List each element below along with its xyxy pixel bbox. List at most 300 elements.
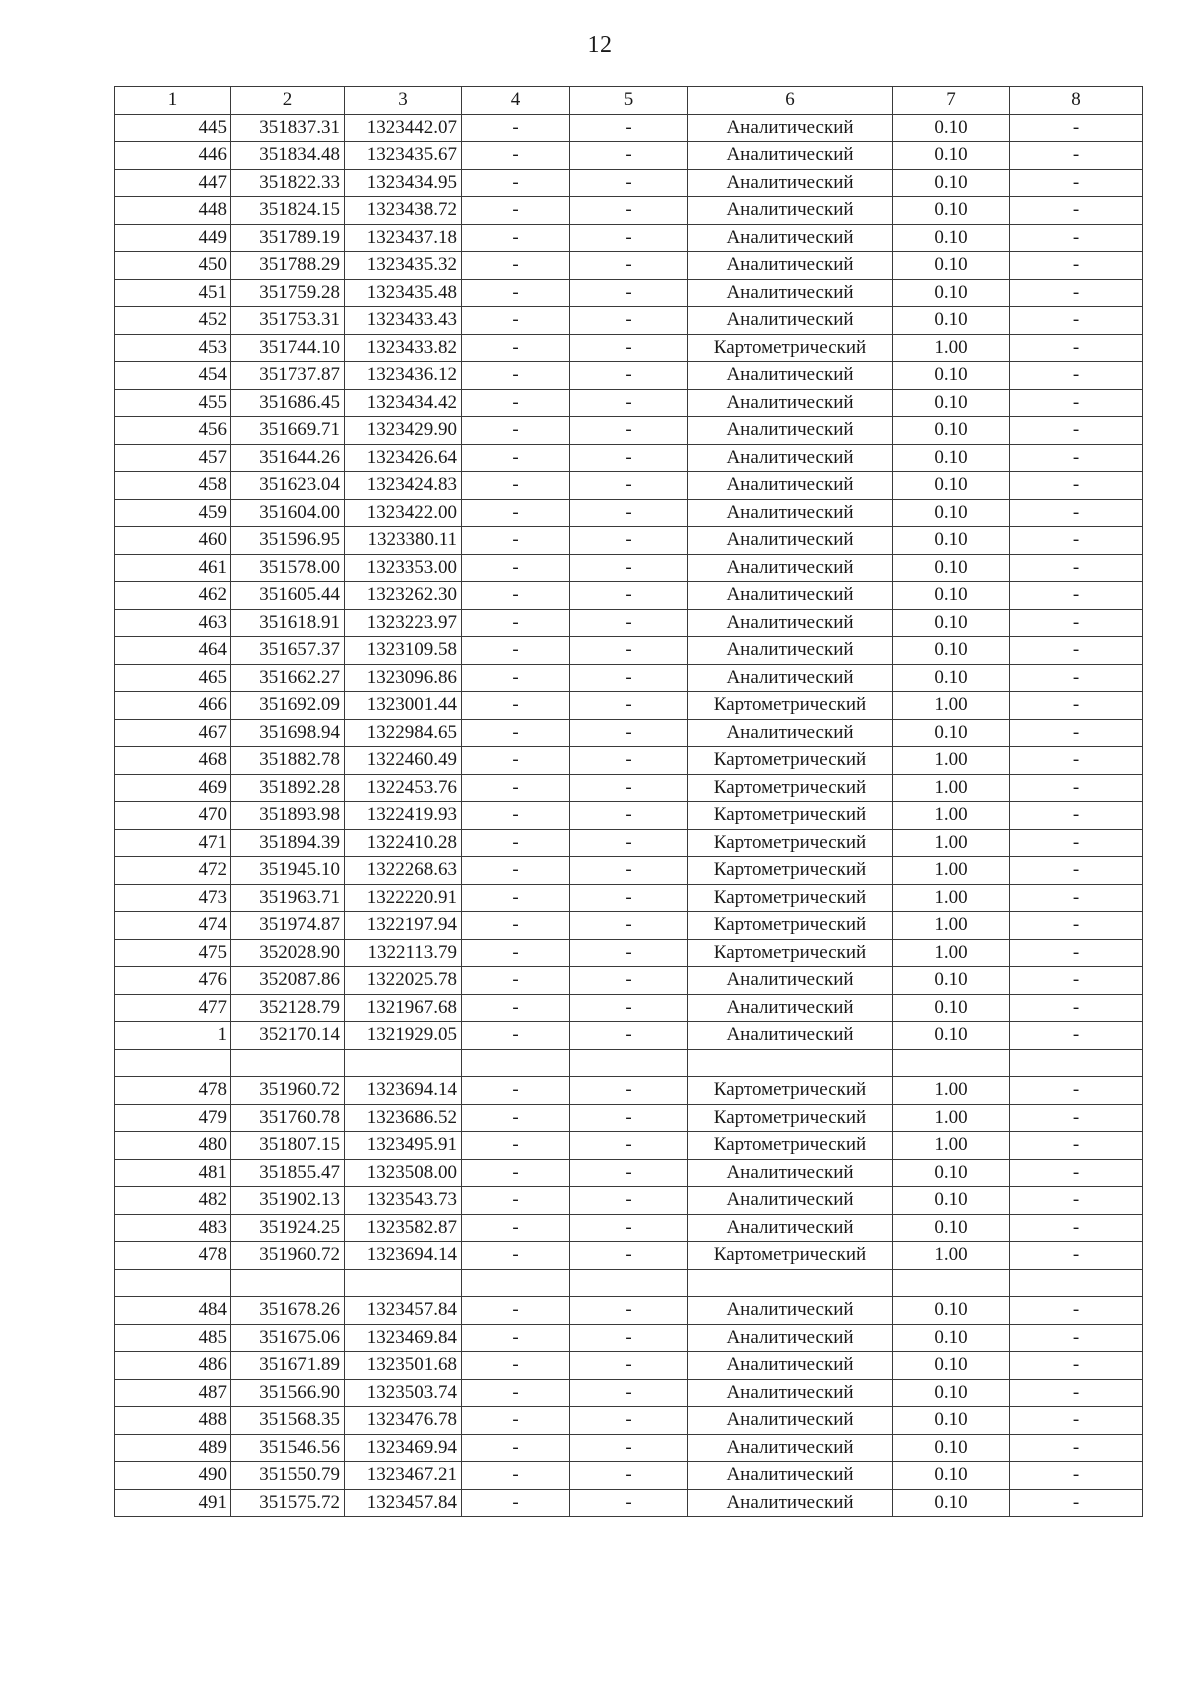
method-cell: Картометрический [688, 334, 893, 362]
table-row [115, 472, 1143, 500]
table-row [115, 1352, 1143, 1380]
column-8-cell: - [1010, 224, 1143, 252]
point-number-cell: 469 [115, 774, 231, 802]
y-coordinate-cell: 1323262.30 [345, 582, 462, 610]
point-number-cell: 485 [115, 1324, 231, 1352]
point-number-cell: 491 [115, 1489, 231, 1517]
y-coordinate-cell: 1323495.91 [345, 1132, 462, 1160]
column-5-cell: - [570, 554, 688, 582]
point-number-cell: 474 [115, 912, 231, 940]
point-number-cell: 467 [115, 719, 231, 747]
column-5-cell: - [570, 1242, 688, 1270]
y-coordinate-cell: 1323434.95 [345, 169, 462, 197]
column-4-cell: - [462, 1434, 570, 1462]
column-8-cell: - [1010, 1022, 1143, 1050]
y-coordinate-cell: 1323437.18 [345, 224, 462, 252]
accuracy-cell: 0.10 [893, 499, 1010, 527]
point-number-cell: 445 [115, 114, 231, 142]
method-cell: Аналитический [688, 499, 893, 527]
column-4-cell: - [462, 802, 570, 830]
point-number-cell: 464 [115, 637, 231, 665]
x-coordinate-cell: 351893.98 [231, 802, 345, 830]
table-row [115, 884, 1143, 912]
method-cell: Аналитический [688, 1352, 893, 1380]
y-coordinate-cell: 1322460.49 [345, 747, 462, 775]
method-cell: Аналитический [688, 114, 893, 142]
method-cell: Аналитический [688, 142, 893, 170]
table-row [115, 664, 1143, 692]
column-5-cell: - [570, 224, 688, 252]
point-number-cell: 481 [115, 1159, 231, 1187]
method-cell: Аналитический [688, 362, 893, 390]
point-number-cell: 448 [115, 197, 231, 225]
point-number-cell: 459 [115, 499, 231, 527]
x-coordinate-cell: 351882.78 [231, 747, 345, 775]
column-5-cell: - [570, 582, 688, 610]
table-row [115, 939, 1143, 967]
table-separator-row [115, 1049, 1143, 1077]
point-number-cell: 449 [115, 224, 231, 252]
column-8-cell: - [1010, 967, 1143, 995]
x-coordinate-cell: 351671.89 [231, 1352, 345, 1380]
accuracy-cell: 0.10 [893, 252, 1010, 280]
column-5-cell: - [570, 802, 688, 830]
column-5-cell: - [570, 939, 688, 967]
column-8-cell: - [1010, 747, 1143, 775]
x-coordinate-cell: 351669.71 [231, 417, 345, 445]
column-8-cell: - [1010, 692, 1143, 720]
method-cell: Аналитический [688, 664, 893, 692]
column-4-cell: - [462, 1379, 570, 1407]
accuracy-cell: 1.00 [893, 1132, 1010, 1160]
table-row [115, 967, 1143, 995]
point-number-cell: 488 [115, 1407, 231, 1435]
x-coordinate-cell: 351604.00 [231, 499, 345, 527]
x-coordinate-cell: 351678.26 [231, 1297, 345, 1325]
empty-cell [231, 1049, 345, 1077]
y-coordinate-cell: 1323435.48 [345, 279, 462, 307]
x-coordinate-cell: 351605.44 [231, 582, 345, 610]
empty-cell [1010, 1269, 1143, 1297]
column-4-cell: - [462, 1214, 570, 1242]
table-row [115, 582, 1143, 610]
column-4-cell: - [462, 334, 570, 362]
x-coordinate-cell: 352087.86 [231, 967, 345, 995]
table-row [115, 444, 1143, 472]
column-5-cell: - [570, 169, 688, 197]
point-number-cell: 468 [115, 747, 231, 775]
column-5-cell: - [570, 1352, 688, 1380]
table-row [115, 224, 1143, 252]
x-coordinate-cell: 351759.28 [231, 279, 345, 307]
column-8-cell: - [1010, 1324, 1143, 1352]
column-4-cell: - [462, 1104, 570, 1132]
method-cell: Картометрический [688, 1132, 893, 1160]
x-coordinate-cell: 351568.35 [231, 1407, 345, 1435]
column-4-cell: - [462, 389, 570, 417]
column-5-cell: - [570, 884, 688, 912]
method-cell: Аналитический [688, 1187, 893, 1215]
column-4-cell: - [462, 1022, 570, 1050]
column-8-cell: - [1010, 444, 1143, 472]
empty-cell [345, 1269, 462, 1297]
empty-cell [345, 1049, 462, 1077]
x-coordinate-cell: 351753.31 [231, 307, 345, 335]
column-8-cell: - [1010, 857, 1143, 885]
y-coordinate-cell: 1322410.28 [345, 829, 462, 857]
table-row [115, 1132, 1143, 1160]
x-coordinate-cell: 351596.95 [231, 527, 345, 555]
column-8-cell: - [1010, 1104, 1143, 1132]
point-number-cell: 490 [115, 1462, 231, 1490]
column-8-cell: - [1010, 1352, 1143, 1380]
method-cell: Картометрический [688, 774, 893, 802]
point-number-cell: 483 [115, 1214, 231, 1242]
column-5-cell: - [570, 197, 688, 225]
table-row [115, 334, 1143, 362]
column-5-cell: - [570, 252, 688, 280]
column-5-cell: - [570, 692, 688, 720]
column-8-cell: - [1010, 1242, 1143, 1270]
x-coordinate-cell: 351744.10 [231, 334, 345, 362]
method-cell: Аналитический [688, 279, 893, 307]
table-row [115, 719, 1143, 747]
column-5-cell: - [570, 1462, 688, 1490]
column-5-cell: - [570, 1214, 688, 1242]
method-cell: Аналитический [688, 967, 893, 995]
empty-cell [688, 1269, 893, 1297]
point-number-cell: 486 [115, 1352, 231, 1380]
column-header: 1 [115, 87, 231, 115]
column-5-cell: - [570, 114, 688, 142]
y-coordinate-cell: 1323001.44 [345, 692, 462, 720]
y-coordinate-cell: 1323426.64 [345, 444, 462, 472]
point-number-cell: 454 [115, 362, 231, 390]
column-5-cell: - [570, 1077, 688, 1105]
method-cell: Аналитический [688, 582, 893, 610]
column-8-cell: - [1010, 169, 1143, 197]
column-header: 6 [688, 87, 893, 115]
point-number-cell: 455 [115, 389, 231, 417]
table-row [115, 1242, 1143, 1270]
accuracy-cell: 0.10 [893, 664, 1010, 692]
point-number-cell: 450 [115, 252, 231, 280]
point-number-cell: 487 [115, 1379, 231, 1407]
column-5-cell: - [570, 1407, 688, 1435]
method-cell: Аналитический [688, 1214, 893, 1242]
column-8-cell: - [1010, 1462, 1143, 1490]
y-coordinate-cell: 1323508.00 [345, 1159, 462, 1187]
x-coordinate-cell: 352170.14 [231, 1022, 345, 1050]
x-coordinate-cell: 351963.71 [231, 884, 345, 912]
y-coordinate-cell: 1323543.73 [345, 1187, 462, 1215]
point-number-cell: 472 [115, 857, 231, 885]
y-coordinate-cell: 1323435.67 [345, 142, 462, 170]
accuracy-cell: 0.10 [893, 1407, 1010, 1435]
accuracy-cell: 0.10 [893, 197, 1010, 225]
method-cell: Аналитический [688, 994, 893, 1022]
column-8-cell: - [1010, 912, 1143, 940]
column-4-cell: - [462, 1352, 570, 1380]
x-coordinate-cell: 351822.33 [231, 169, 345, 197]
column-5-cell: - [570, 774, 688, 802]
column-5-cell: - [570, 857, 688, 885]
column-4-cell: - [462, 664, 570, 692]
column-5-cell: - [570, 444, 688, 472]
accuracy-cell: 0.10 [893, 1352, 1010, 1380]
method-cell: Картометрический [688, 802, 893, 830]
accuracy-cell: 0.10 [893, 1214, 1010, 1242]
accuracy-cell: 0.10 [893, 279, 1010, 307]
method-cell: Картометрический [688, 692, 893, 720]
y-coordinate-cell: 1322419.93 [345, 802, 462, 830]
empty-cell [570, 1049, 688, 1077]
point-number-cell: 1 [115, 1022, 231, 1050]
column-5-cell: - [570, 307, 688, 335]
x-coordinate-cell: 351623.04 [231, 472, 345, 500]
y-coordinate-cell: 1322025.78 [345, 967, 462, 995]
point-number-cell: 484 [115, 1297, 231, 1325]
column-header: 7 [893, 87, 1010, 115]
column-4-cell: - [462, 472, 570, 500]
x-coordinate-cell: 351550.79 [231, 1462, 345, 1490]
point-number-cell: 447 [115, 169, 231, 197]
column-8-cell: - [1010, 1434, 1143, 1462]
column-5-cell: - [570, 637, 688, 665]
column-4-cell: - [462, 1324, 570, 1352]
column-8-cell: - [1010, 1214, 1143, 1242]
method-cell: Аналитический [688, 1297, 893, 1325]
method-cell: Аналитический [688, 637, 893, 665]
x-coordinate-cell: 351902.13 [231, 1187, 345, 1215]
method-cell: Аналитический [688, 1407, 893, 1435]
method-cell: Аналитический [688, 719, 893, 747]
column-8-cell: - [1010, 389, 1143, 417]
column-8-cell: - [1010, 114, 1143, 142]
column-8-cell: - [1010, 1489, 1143, 1517]
y-coordinate-cell: 1323422.00 [345, 499, 462, 527]
column-4-cell: - [462, 1159, 570, 1187]
column-4-cell: - [462, 1242, 570, 1270]
empty-cell [231, 1269, 345, 1297]
column-4-cell: - [462, 279, 570, 307]
column-5-cell: - [570, 994, 688, 1022]
column-4-cell: - [462, 1132, 570, 1160]
column-4-cell: - [462, 774, 570, 802]
y-coordinate-cell: 1323353.00 [345, 554, 462, 582]
column-4-cell: - [462, 857, 570, 885]
point-number-cell: 456 [115, 417, 231, 445]
table-row [115, 307, 1143, 335]
table-row [115, 747, 1143, 775]
table-separator-row [115, 1269, 1143, 1297]
point-number-cell: 478 [115, 1242, 231, 1270]
table-row [115, 554, 1143, 582]
column-header: 3 [345, 87, 462, 115]
column-5-cell: - [570, 1379, 688, 1407]
table-row [115, 1077, 1143, 1105]
column-5-cell: - [570, 1324, 688, 1352]
column-header: 5 [570, 87, 688, 115]
method-cell: Аналитический [688, 1379, 893, 1407]
x-coordinate-cell: 351807.15 [231, 1132, 345, 1160]
table-row [115, 169, 1143, 197]
accuracy-cell: 0.10 [893, 1187, 1010, 1215]
accuracy-cell: 0.10 [893, 1297, 1010, 1325]
y-coordinate-cell: 1323424.83 [345, 472, 462, 500]
table-row [115, 114, 1143, 142]
column-8-cell: - [1010, 884, 1143, 912]
x-coordinate-cell: 351960.72 [231, 1242, 345, 1270]
point-number-cell: 446 [115, 142, 231, 170]
x-coordinate-cell: 351924.25 [231, 1214, 345, 1242]
y-coordinate-cell: 1322197.94 [345, 912, 462, 940]
column-5-cell: - [570, 142, 688, 170]
point-number-cell: 475 [115, 939, 231, 967]
point-number-cell: 482 [115, 1187, 231, 1215]
y-coordinate-cell: 1323438.72 [345, 197, 462, 225]
point-number-cell: 457 [115, 444, 231, 472]
accuracy-cell: 1.00 [893, 1104, 1010, 1132]
table-row [115, 1407, 1143, 1435]
column-4-cell: - [462, 197, 570, 225]
y-coordinate-cell: 1323442.07 [345, 114, 462, 142]
column-8-cell: - [1010, 719, 1143, 747]
accuracy-cell: 1.00 [893, 802, 1010, 830]
table-row [115, 829, 1143, 857]
column-5-cell: - [570, 527, 688, 555]
y-coordinate-cell: 1323435.32 [345, 252, 462, 280]
x-coordinate-cell: 351618.91 [231, 609, 345, 637]
y-coordinate-cell: 1323223.97 [345, 609, 462, 637]
column-8-cell: - [1010, 637, 1143, 665]
accuracy-cell: 0.10 [893, 417, 1010, 445]
method-cell: Аналитический [688, 169, 893, 197]
column-5-cell: - [570, 829, 688, 857]
column-4-cell: - [462, 692, 570, 720]
point-number-cell: 453 [115, 334, 231, 362]
method-cell: Аналитический [688, 1324, 893, 1352]
accuracy-cell: 0.10 [893, 1434, 1010, 1462]
y-coordinate-cell: 1323503.74 [345, 1379, 462, 1407]
column-5-cell: - [570, 1022, 688, 1050]
accuracy-cell: 1.00 [893, 1242, 1010, 1270]
accuracy-cell: 0.10 [893, 1489, 1010, 1517]
accuracy-cell: 1.00 [893, 912, 1010, 940]
y-coordinate-cell: 1323476.78 [345, 1407, 462, 1435]
method-cell: Аналитический [688, 1159, 893, 1187]
method-cell: Аналитический [688, 307, 893, 335]
y-coordinate-cell: 1322220.91 [345, 884, 462, 912]
column-header: 2 [231, 87, 345, 115]
y-coordinate-cell: 1323501.68 [345, 1352, 462, 1380]
column-4-cell: - [462, 417, 570, 445]
accuracy-cell: 0.10 [893, 1462, 1010, 1490]
column-8-cell: - [1010, 582, 1143, 610]
table-row [115, 499, 1143, 527]
column-header: 8 [1010, 87, 1143, 115]
method-cell: Картометрический [688, 939, 893, 967]
column-8-cell: - [1010, 279, 1143, 307]
column-5-cell: - [570, 389, 688, 417]
column-5-cell: - [570, 1297, 688, 1325]
point-number-cell: 461 [115, 554, 231, 582]
point-number-cell: 479 [115, 1104, 231, 1132]
column-8-cell: - [1010, 939, 1143, 967]
column-5-cell: - [570, 719, 688, 747]
accuracy-cell: 0.10 [893, 1379, 1010, 1407]
point-number-cell: 465 [115, 664, 231, 692]
method-cell: Аналитический [688, 389, 893, 417]
column-8-cell: - [1010, 142, 1143, 170]
accuracy-cell: 0.10 [893, 444, 1010, 472]
column-8-cell: - [1010, 1159, 1143, 1187]
accuracy-cell: 0.10 [893, 527, 1010, 555]
column-8-cell: - [1010, 417, 1143, 445]
x-coordinate-cell: 352128.79 [231, 994, 345, 1022]
y-coordinate-cell: 1323467.21 [345, 1462, 462, 1490]
accuracy-cell: 0.10 [893, 609, 1010, 637]
x-coordinate-cell: 351960.72 [231, 1077, 345, 1105]
method-cell: Картометрический [688, 1104, 893, 1132]
column-8-cell: - [1010, 609, 1143, 637]
empty-cell [1010, 1049, 1143, 1077]
x-coordinate-cell: 351657.37 [231, 637, 345, 665]
x-coordinate-cell: 351566.90 [231, 1379, 345, 1407]
accuracy-cell: 1.00 [893, 857, 1010, 885]
y-coordinate-cell: 1323096.86 [345, 664, 462, 692]
column-4-cell: - [462, 1489, 570, 1517]
table-row [115, 1462, 1143, 1490]
column-8-cell: - [1010, 1077, 1143, 1105]
point-number-cell: 470 [115, 802, 231, 830]
column-5-cell: - [570, 279, 688, 307]
column-4-cell: - [462, 1462, 570, 1490]
point-number-cell: 478 [115, 1077, 231, 1105]
x-coordinate-cell: 351692.09 [231, 692, 345, 720]
x-coordinate-cell: 351575.72 [231, 1489, 345, 1517]
point-number-cell: 466 [115, 692, 231, 720]
accuracy-cell: 0.10 [893, 637, 1010, 665]
column-5-cell: - [570, 1104, 688, 1132]
method-cell: Картометрический [688, 912, 893, 940]
table-row [115, 1489, 1143, 1517]
accuracy-cell: 0.10 [893, 994, 1010, 1022]
column-5-cell: - [570, 912, 688, 940]
accuracy-cell: 0.10 [893, 114, 1010, 142]
column-4-cell: - [462, 967, 570, 995]
table-row [115, 1379, 1143, 1407]
x-coordinate-cell: 351834.48 [231, 142, 345, 170]
empty-cell [688, 1049, 893, 1077]
y-coordinate-cell: 1323434.42 [345, 389, 462, 417]
y-coordinate-cell: 1323380.11 [345, 527, 462, 555]
column-8-cell: - [1010, 1379, 1143, 1407]
column-5-cell: - [570, 664, 688, 692]
empty-cell [462, 1049, 570, 1077]
accuracy-cell: 1.00 [893, 692, 1010, 720]
column-4-cell: - [462, 224, 570, 252]
table-row [115, 1104, 1143, 1132]
method-cell: Картометрический [688, 884, 893, 912]
column-8-cell: - [1010, 554, 1143, 582]
y-coordinate-cell: 1322984.65 [345, 719, 462, 747]
table-row [115, 417, 1143, 445]
y-coordinate-cell: 1323469.94 [345, 1434, 462, 1462]
x-coordinate-cell: 351824.15 [231, 197, 345, 225]
y-coordinate-cell: 1323686.52 [345, 1104, 462, 1132]
accuracy-cell: 0.10 [893, 1324, 1010, 1352]
